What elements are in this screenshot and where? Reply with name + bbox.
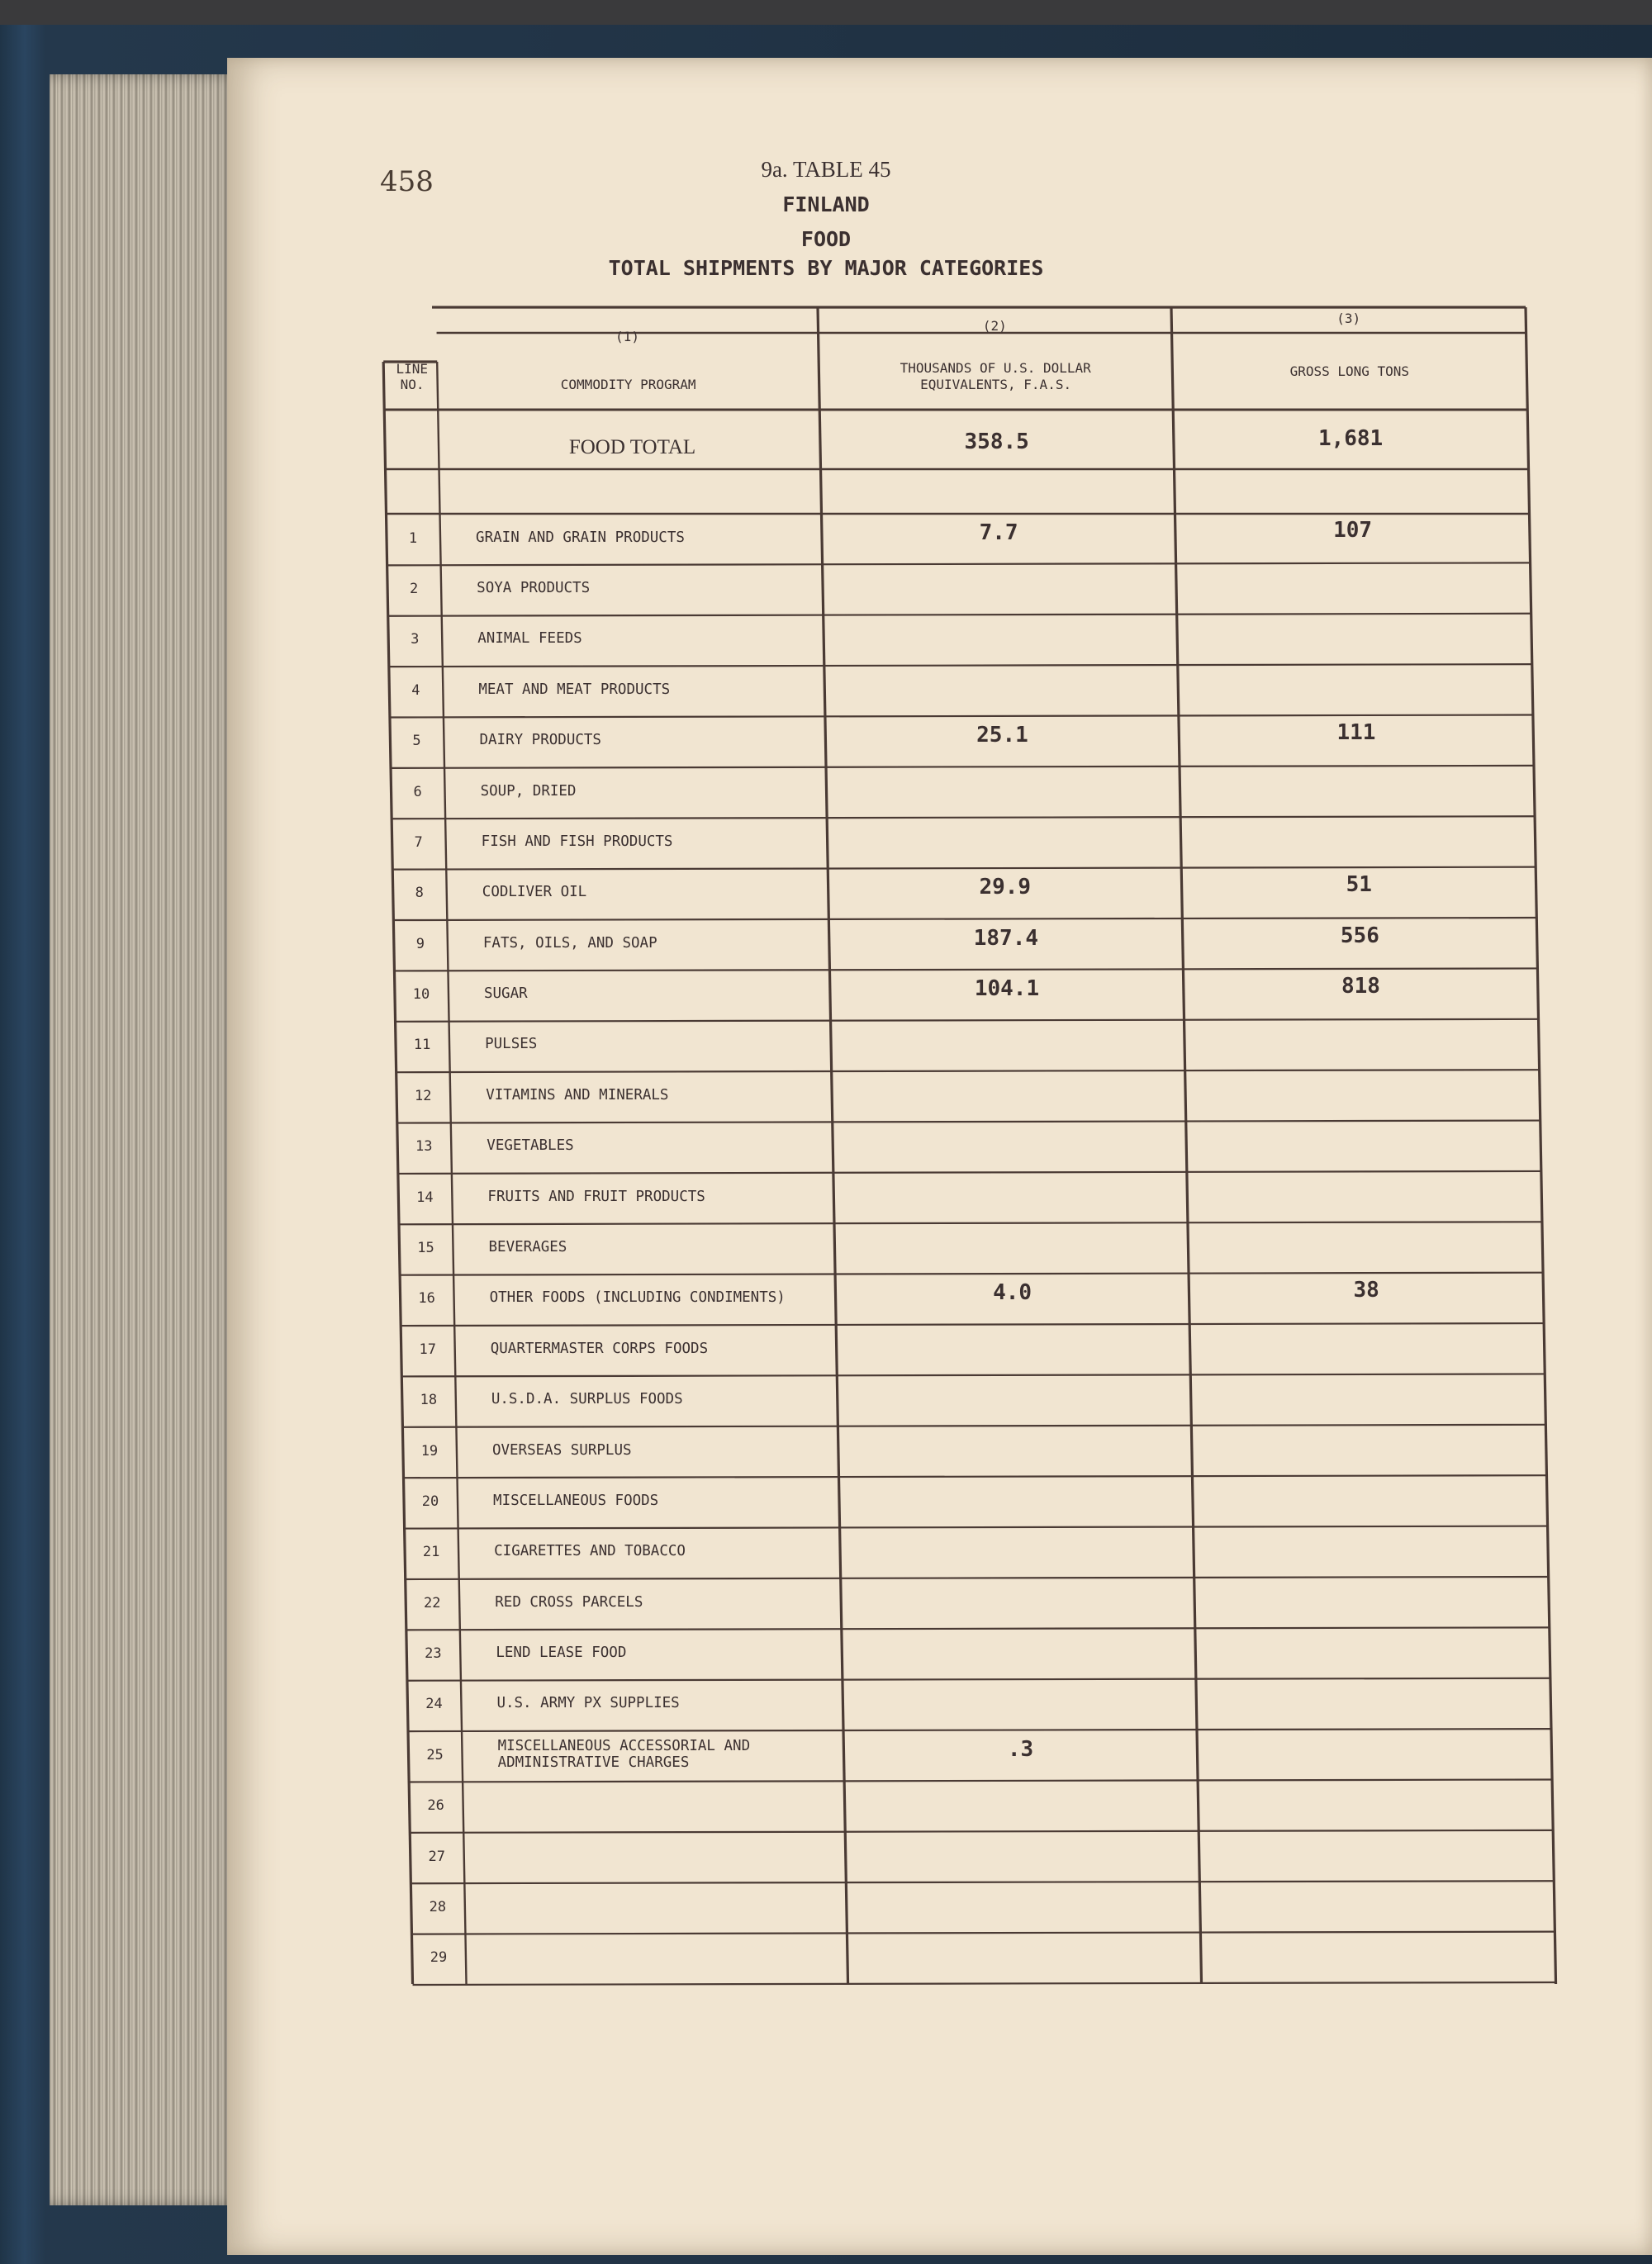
dollar-value: .3 — [1007, 1736, 1034, 1762]
line-number: 4 — [411, 681, 420, 699]
commodity-program: SUGAR — [483, 985, 528, 1003]
commodity-program: ADMINISTRATIVE CHARGES — [497, 1754, 690, 1771]
table-title: 9a. TABLE 45 — [761, 157, 891, 182]
line-number: 18 — [420, 1392, 438, 1409]
tons-value: 51 — [1346, 872, 1372, 898]
dollar-value: 25.1 — [976, 723, 1028, 748]
commodity-program: FATS, OILS, AND SOAP — [482, 934, 657, 952]
food-total-tons: 1,681 — [1317, 426, 1384, 451]
line-number: 22 — [424, 1594, 441, 1611]
commodity-program: MISCELLANEOUS ACCESSORIAL AND — [497, 1737, 751, 1754]
tons-value: 556 — [1340, 923, 1379, 948]
line-no-label-1: LINE — [396, 361, 428, 377]
dollar-value: 4.0 — [993, 1280, 1032, 1306]
dollar-header-2: EQUIVALENTS, F.A.S. — [920, 377, 1072, 392]
line-number: 20 — [421, 1493, 439, 1510]
line-number: 3 — [411, 631, 420, 648]
dollar-value: 187.4 — [973, 925, 1039, 951]
line-number: 19 — [420, 1442, 439, 1459]
category-heading: FOOD — [800, 227, 852, 251]
commodity-program: SOYA PRODUCTS — [477, 580, 591, 597]
tons-value: 818 — [1341, 974, 1380, 999]
commodity-program: SOUP, DRIED — [480, 782, 577, 800]
subtitle-heading: TOTAL SHIPMENTS BY MAJOR CATEGORIES — [608, 256, 1044, 280]
line-number: 29 — [430, 1949, 448, 1967]
food-total-dollars: 358.5 — [964, 430, 1029, 454]
commodity-program: VITAMINS AND MINERALS — [486, 1086, 669, 1104]
commodity-program: ANIMAL FEEDS — [477, 630, 582, 648]
commodity-program: CIGARETTES AND TOBACCO — [494, 1543, 686, 1560]
commodity-program: GRAIN AND GRAIN PRODUCTS — [476, 529, 685, 546]
commodity-program: OVERSEAS SURPLUS — [491, 1441, 632, 1459]
line-number: 12 — [414, 1087, 432, 1104]
commodity-program: FRUITS AND FRUIT PRODUCTS — [487, 1188, 705, 1205]
commodity-program: BEVERAGES — [488, 1239, 567, 1255]
column-number-1: (1) — [615, 329, 639, 344]
line-number: 17 — [419, 1341, 436, 1358]
line-number: 2 — [410, 581, 419, 598]
food-total-label: FOOD TOTAL — [568, 436, 696, 458]
line-number: 27 — [428, 1848, 445, 1865]
commodity-program: U.S. ARMY PX SUPPLIES — [496, 1695, 680, 1712]
line-number: 7 — [414, 833, 423, 851]
commodity-program: RED CROSS PARCELS — [495, 1593, 643, 1611]
tons-value: 107 — [1333, 517, 1373, 543]
column-number-2: (2) — [982, 318, 1007, 334]
tons-value: 38 — [1353, 1278, 1379, 1303]
line-number: 21 — [422, 1544, 440, 1561]
dollar-value: 29.9 — [979, 875, 1032, 900]
line-number: 15 — [417, 1240, 434, 1256]
commodity-program: DAIRY PRODUCTS — [479, 732, 601, 749]
line-number: 5 — [412, 733, 421, 750]
commodity-program: MEAT AND MEAT PRODUCTS — [478, 681, 671, 698]
line-number: 9 — [415, 935, 425, 952]
country-heading: FINLAND — [782, 192, 870, 216]
line-number: 28 — [429, 1898, 447, 1915]
tons-value: 111 — [1336, 720, 1376, 746]
commodity-program: FISH AND FISH PRODUCTS — [481, 833, 673, 850]
line-number: 13 — [415, 1138, 433, 1156]
line-number: 23 — [425, 1645, 442, 1663]
line-number: 1 — [408, 529, 418, 547]
dollar-header-1: THOUSANDS OF U.S. DOLLAR — [900, 360, 1091, 376]
line-no-label-2: NO. — [400, 377, 425, 392]
commodity-program: CODLIVER OIL — [482, 884, 587, 901]
commodity-program-header: COMMODITY PROGRAM — [560, 377, 696, 392]
line-number: 14 — [416, 1189, 434, 1206]
commodity-program: QUARTERMASTER CORPS FOODS — [490, 1340, 709, 1357]
line-number: 6 — [413, 783, 422, 800]
line-number: 25 — [426, 1746, 444, 1763]
line-number: 11 — [413, 1037, 431, 1054]
commodity-program: VEGETABLES — [487, 1137, 574, 1155]
commodity-program: OTHER FOODS (INCLUDING CONDIMENTS) — [489, 1289, 786, 1307]
tons-header: GROSS LONG TONS — [1289, 363, 1410, 379]
line-number: 8 — [415, 885, 424, 902]
column-number-3: (3) — [1336, 311, 1361, 326]
commodity-program: MISCELLANEOUS FOODS — [493, 1492, 659, 1509]
line-number: 10 — [412, 986, 430, 1004]
line-number: 16 — [418, 1290, 435, 1308]
line-number: 26 — [427, 1797, 444, 1815]
page-number: 458 — [380, 165, 434, 198]
commodity-program: PULSES — [485, 1036, 538, 1053]
dollar-value: 7.7 — [979, 520, 1018, 545]
line-number: 24 — [425, 1696, 443, 1713]
dollar-value: 104.1 — [974, 976, 1040, 1002]
commodity-program: U.S.D.A. SURPLUS FOODS — [491, 1391, 683, 1408]
commodity-program: LEND LEASE FOOD — [496, 1645, 627, 1662]
